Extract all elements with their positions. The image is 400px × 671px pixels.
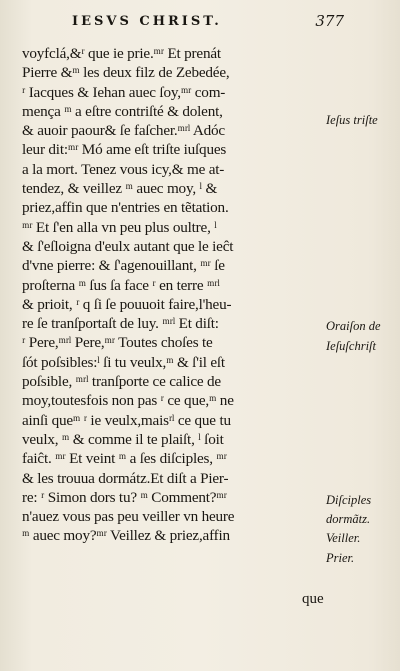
text-line: & ſ'eſloigna d'eulx autant que le ieĉt — [22, 237, 234, 255]
margin-note: Prier. — [326, 551, 355, 565]
text-line: faiĉt. ᵐʳ Et veint ᵐ a ſes diſciples, ᵐʳ — [22, 450, 227, 468]
page-number: 377 — [315, 12, 344, 30]
text-line: priez,affin que n'entries en tẽtation. — [22, 199, 229, 217]
margin-note: Diſciples — [326, 493, 372, 507]
text-line: a la mort. Tenez vous icy,& me at- — [22, 160, 225, 178]
running-title: IESVS CHRIST. — [72, 14, 222, 29]
text-line: ʳ Iacques & Iehan auec ſoy,ᵐʳ com- — [22, 83, 226, 101]
margin-note: dormãtz. — [326, 512, 371, 526]
text-line: Pierre &ᵐ les deux filz de Zebedée, — [22, 64, 230, 82]
text-line: ᵐ auec moy?ᵐʳ Veillez & priez,affin — [22, 527, 230, 545]
text-line: ʳ Pere,ᵐʳˡ Pere,ᵐʳ Toutes choſes te — [22, 334, 213, 352]
text-line: ᵐʳ Et ſ'en alla vn peu plus oultre, ˡ — [22, 218, 217, 236]
margin-note: Ieſuſchriſt — [326, 339, 376, 353]
text-block — [22, 44, 322, 546]
text-line: & auoir paour& ſe faſcher.ᵐʳˡ Adóc — [22, 122, 225, 140]
text-line: re ſe tranſportaſt de luy. ᵐʳˡ Et diſt: — [22, 315, 219, 333]
text-line: d'vne pierre: & ſ'agenouillant, ᵐʳ ſe — [22, 257, 225, 275]
text-line: ainſi queᵐ ʳ ie veulx,maisʳˡ ce que tu — [22, 411, 231, 429]
text-line: tendez, & veillez ᵐ auec moy, ˡ & — [22, 180, 218, 198]
catchword: que — [302, 591, 324, 607]
text-line: poſsible, ᵐʳˡ tranſporte ce calice de — [22, 373, 221, 391]
text-line: n'auez vous pas peu veiller vn heure — [22, 508, 235, 526]
text-line: & les trouua dormátz.Et diſt a Pier- — [22, 469, 229, 487]
text-line: re: ʳ Simon dors tu? ᵐ Comment?ᵐʳ — [22, 488, 227, 506]
margin-note: Oraiſon de — [326, 319, 381, 333]
text-line: ſót poſsibles:ˡ ſi tu veulx,ᵐ & ſ'il eſt — [22, 353, 225, 371]
margin-note: Ieſus triſte — [326, 113, 378, 127]
text-line: & prioit, ʳ q ſi ſe pouuoit faire,l'heu- — [22, 295, 232, 313]
text-line: moy,toutesfois non pas ʳ ce que,ᵐ ne — [22, 392, 234, 410]
text-line: leur dit:ᵐʳ Mó ame eſt triſte iuſques — [22, 141, 227, 159]
text-line: voyfclá,&ʳ que ie prie.ᵐʳ Et prenát — [22, 45, 221, 62]
text-line: mença ᵐ a eſtre contriſté & dolent, — [22, 102, 223, 120]
text-line: veulx, ᵐ & comme il te plaiſt, ˡ ſoit — [22, 430, 224, 448]
margin-note: Veiller. — [326, 531, 361, 545]
text-line: proſterna ᵐ ſus ſa face ʳ en terre ᵐʳˡ — [22, 276, 220, 294]
